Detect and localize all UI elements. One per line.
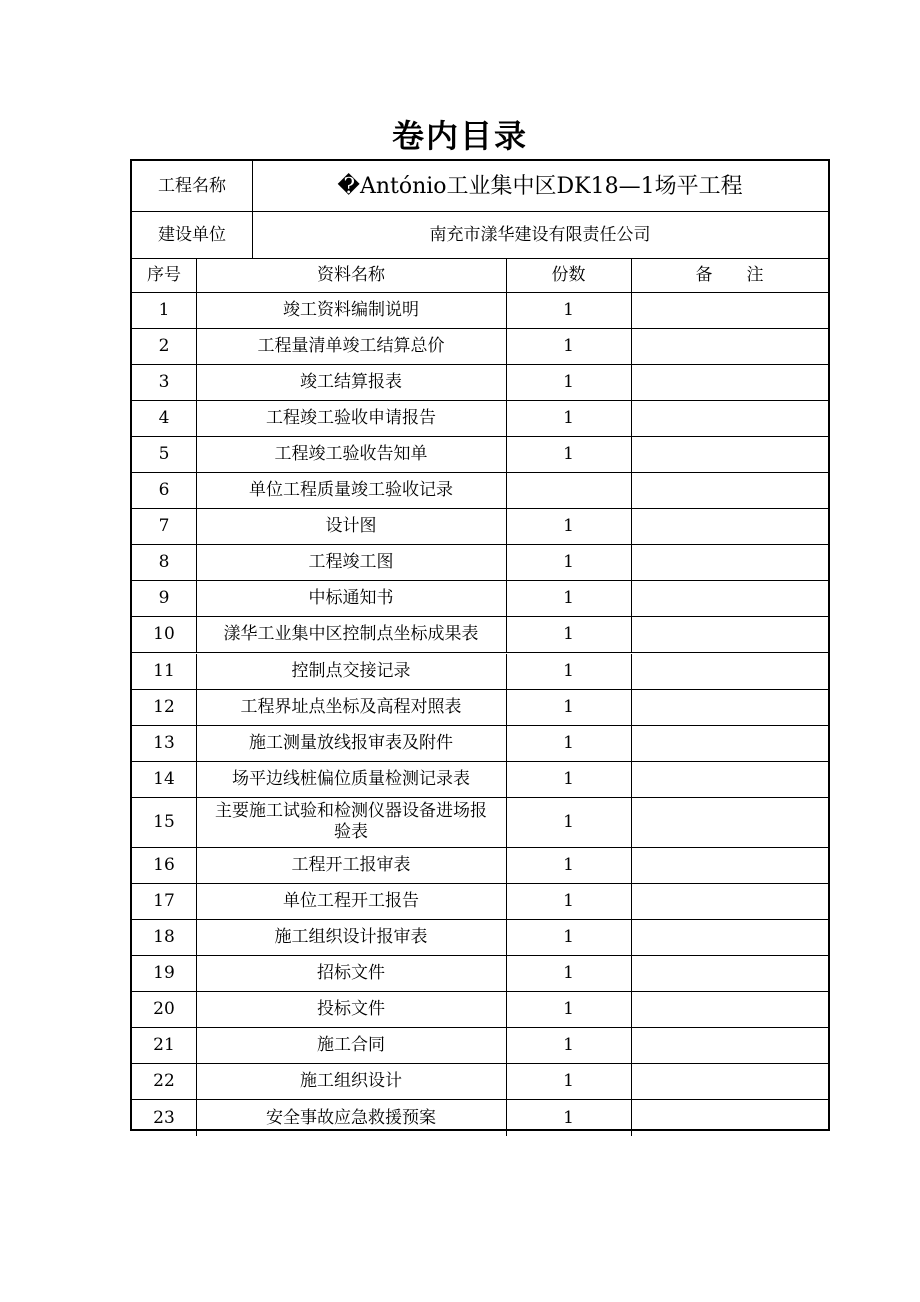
table-row	[132, 401, 828, 437]
row-no: 8	[158, 552, 170, 573]
row-name: 施工组织设计	[300, 1071, 402, 1092]
row-remark	[631, 545, 828, 580]
row-name: 工程竣工验收告知单	[274, 444, 428, 465]
row-name: 施工测量放线报审表及附件	[249, 732, 453, 753]
row-name: 工程竣工图	[308, 552, 394, 573]
row-remark	[631, 956, 828, 991]
row-copies: 1	[563, 588, 574, 609]
project-label: 工程名称	[158, 175, 226, 196]
table-row	[132, 992, 828, 1028]
row-copies: 1	[563, 1071, 574, 1092]
row-name: 主要施工试验和检测仪器设备进场报验表	[215, 801, 487, 843]
col-remark-header: 备 注	[695, 265, 764, 285]
row-remark	[631, 437, 828, 472]
row-no: 18	[153, 926, 175, 947]
row-remark	[631, 365, 828, 400]
row-no: 20	[153, 998, 175, 1019]
row-no: 7	[158, 516, 170, 537]
row-copies: 1	[563, 444, 574, 465]
page-title: 卷内目录	[391, 117, 528, 155]
row-copies: 1	[563, 660, 574, 681]
row-copies: 1	[563, 854, 574, 875]
row-copies: 1	[563, 768, 574, 789]
header-row	[132, 259, 828, 293]
table-row	[132, 726, 828, 762]
project-row	[132, 161, 828, 212]
unit-label: 建设单位	[158, 224, 226, 245]
row-remark	[631, 509, 828, 544]
row-no: 17	[153, 890, 175, 911]
row-no: 19	[153, 962, 175, 983]
row-name: 竣工结算报表	[300, 372, 402, 393]
row-copies: 1	[563, 696, 574, 717]
table-row	[132, 956, 828, 992]
row-copies: 1	[563, 732, 574, 753]
row-copies	[506, 473, 631, 508]
row-name: 单位工程质量竣工验收记录	[249, 480, 453, 501]
table-row	[132, 293, 828, 329]
row-no: 5	[158, 444, 170, 465]
row-copies: 1	[563, 811, 574, 832]
row-name: 工程开工报审表	[291, 854, 411, 875]
row-copies: 1	[563, 1107, 574, 1128]
table-row	[132, 798, 828, 848]
row-name: 安全事故应急救援预案	[266, 1107, 436, 1128]
table-row	[132, 617, 828, 653]
row-no: 16	[153, 854, 175, 875]
row-name: 工程界址点坐标及高程对照表	[240, 696, 462, 717]
row-remark	[631, 884, 828, 919]
table-row	[132, 1100, 828, 1136]
row-no: 10	[153, 624, 175, 645]
row-name: 工程量清单竣工结算总价	[257, 336, 445, 357]
row-remark	[631, 1100, 828, 1136]
row-remark	[631, 726, 828, 761]
table-row	[132, 654, 828, 690]
unit-row	[132, 212, 828, 259]
row-copies: 1	[563, 1034, 574, 1055]
row-no: 3	[158, 372, 170, 393]
row-name: 单位工程开工报告	[283, 890, 419, 911]
unit-value: 南充市漾华建设有限责任公司	[429, 224, 651, 245]
catalog-table	[130, 159, 830, 1131]
row-copies: 1	[563, 624, 574, 645]
row-name: 中标通知书	[308, 588, 394, 609]
table-row	[132, 762, 828, 798]
row-remark	[631, 992, 828, 1027]
col-name-header: 资料名称	[317, 265, 385, 285]
row-copies: 1	[563, 408, 574, 429]
row-no: 15	[153, 811, 175, 832]
row-name: 控制点交接记录	[291, 660, 411, 681]
row-remark	[631, 798, 828, 847]
row-name: 工程竣工验收申请报告	[266, 408, 436, 429]
col-no-header: 序号	[147, 265, 181, 285]
row-remark	[631, 617, 828, 652]
row-name: 设计图	[325, 516, 377, 537]
table-row	[132, 848, 828, 884]
row-copies: 1	[563, 336, 574, 357]
col-copies-header: 份数	[551, 265, 586, 285]
table-row	[132, 920, 828, 956]
row-name: 场平边线桩偏位质量检测记录表	[232, 768, 470, 789]
row-no: 11	[153, 660, 175, 681]
row-remark	[631, 690, 828, 725]
row-copies: 1	[563, 372, 574, 393]
row-remark	[631, 1028, 828, 1063]
table-row	[132, 473, 828, 509]
row-no: 22	[153, 1071, 175, 1092]
row-remark	[631, 762, 828, 797]
table-row	[132, 509, 828, 545]
row-no: 21	[153, 1034, 175, 1055]
row-no: 6	[158, 480, 170, 501]
table-row	[132, 329, 828, 365]
row-remark	[631, 329, 828, 364]
row-copies: 1	[563, 516, 574, 537]
table-row	[132, 1028, 828, 1064]
row-remark	[631, 920, 828, 955]
row-copies: 1	[563, 962, 574, 983]
row-no: 2	[158, 336, 170, 357]
row-remark	[631, 473, 828, 508]
row-no: 9	[158, 588, 170, 609]
row-remark	[631, 654, 828, 689]
table-row	[132, 1064, 828, 1100]
row-no: 12	[153, 696, 175, 717]
row-copies: 1	[563, 890, 574, 911]
row-remark	[631, 1064, 828, 1099]
project-value: �António工业集中区DK18—1场平工程	[337, 173, 743, 199]
row-name: 投标文件	[317, 998, 385, 1019]
row-no: 23	[153, 1107, 175, 1128]
row-name: 漾华工业集中区控制点坐标成果表	[223, 624, 479, 645]
row-name: 施工组织设计报审表	[274, 926, 428, 947]
row-copies: 1	[563, 926, 574, 947]
table-row	[132, 690, 828, 726]
row-no: 1	[158, 300, 170, 321]
table-row	[132, 545, 828, 581]
row-remark	[631, 848, 828, 883]
table-row	[132, 365, 828, 401]
table-row	[132, 884, 828, 920]
row-remark	[631, 401, 828, 436]
row-no: 14	[153, 768, 175, 789]
row-remark	[631, 293, 828, 328]
row-copies: 1	[563, 300, 574, 321]
table-row	[132, 437, 828, 473]
row-no: 13	[153, 732, 175, 753]
row-copies: 1	[563, 552, 574, 573]
row-name: 竣工资料编制说明	[283, 300, 419, 321]
row-name: 招标文件	[317, 962, 385, 983]
table-row	[132, 581, 828, 617]
row-no: 4	[158, 408, 170, 429]
row-copies: 1	[563, 998, 574, 1019]
row-name: 施工合同	[317, 1034, 385, 1055]
row-remark	[631, 581, 828, 616]
